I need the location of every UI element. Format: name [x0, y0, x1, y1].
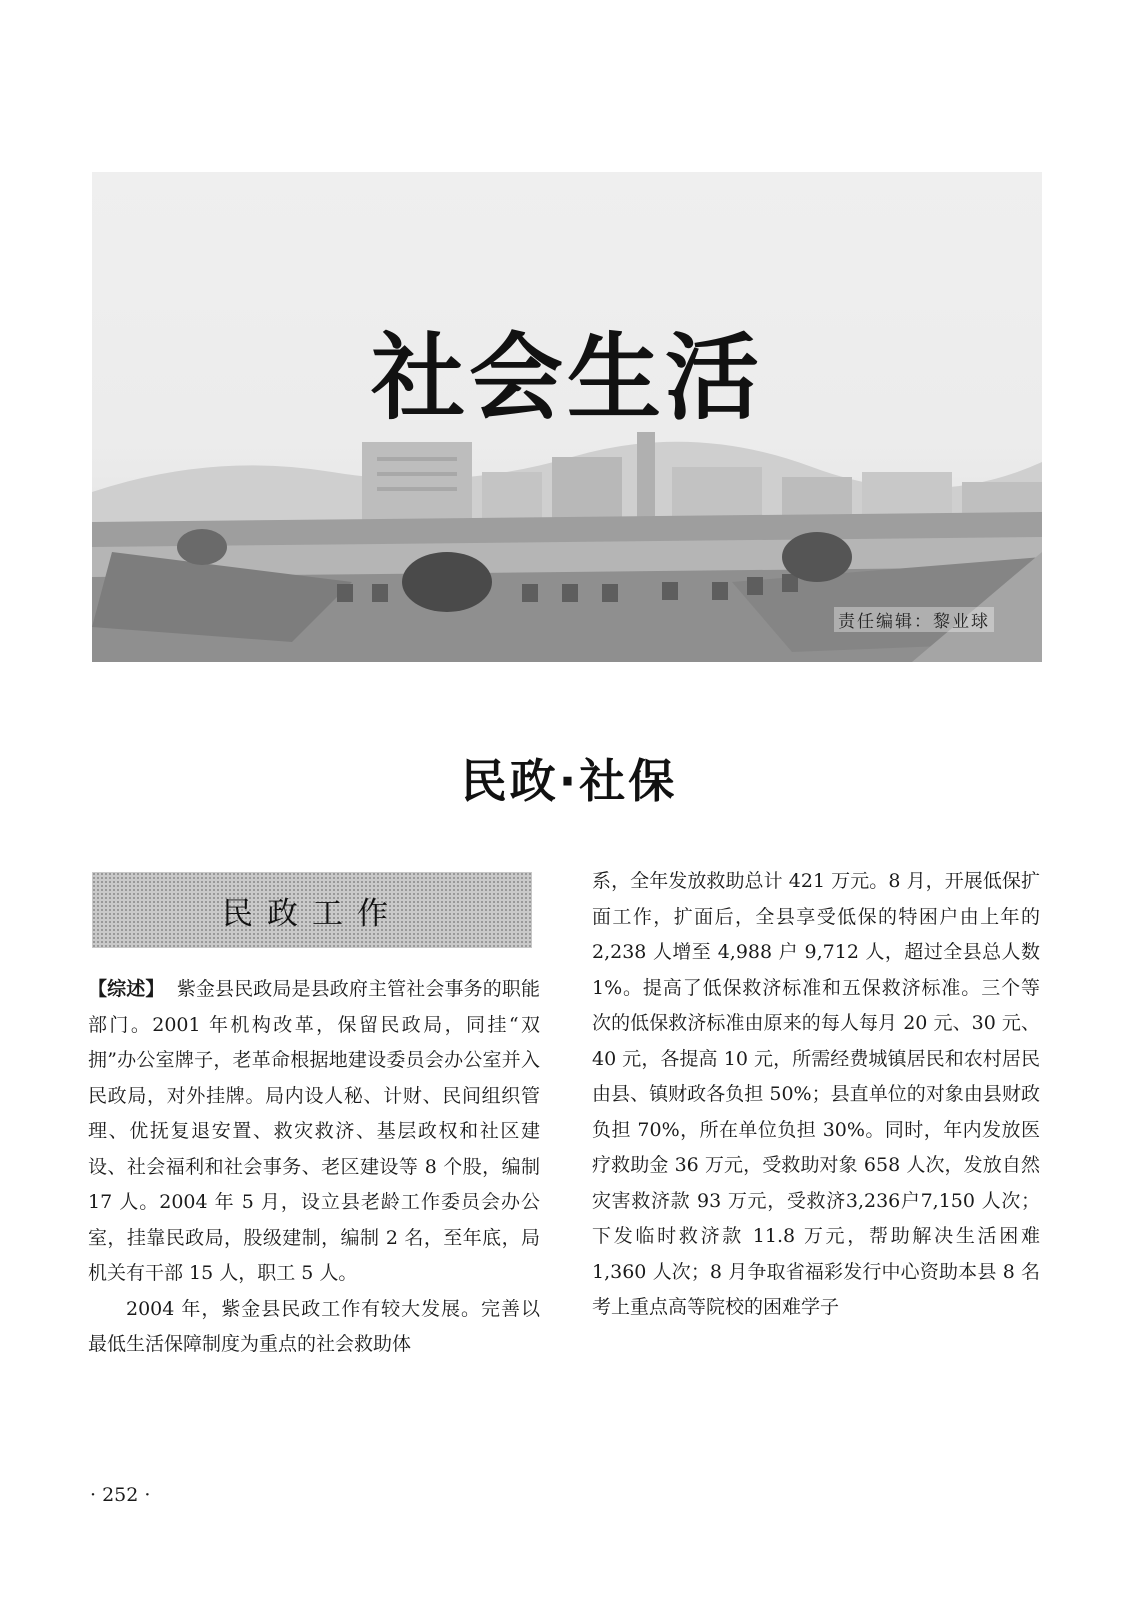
overview-label: 【综述】: [88, 978, 165, 1000]
banner-photo: [92, 172, 1042, 662]
left-column: [88, 972, 540, 1363]
page-number: · 252 ·: [90, 1484, 151, 1506]
relief-paragraph: 系，全年发放救助总计 421 万元。8 月，开展低保扩面工作，扩面后，全县享受低保的特困户由上年的 2,238 人增至 4,988 户 9,712 人，超过全县总人数 1%。提高了低保救济标准和五保救济标准。三个等次的低保救济标准由原来的每人每月 20 元、30 元、40 元，各提高 10 元，所需经费城镇居民和农村居民由县、镇财政各负担 50%；县直单位的对象由县财政负担 70%，所在单位负担 30%。同时，年内发放医疗救助金 36 万元，受救助对象 658 人次，发放自然灾害救济款 93 万元，受救济3,236户7,150 人次；下发临时救济款 11.8 万元，帮助解决生活困难 1,360 人次；8 月争取省福彩发行中心资助本县 8 名考上重点高等院校的困难学子: [592, 870, 1040, 1318]
subheading-box: [92, 872, 532, 948]
annual-summary-paragraph: 2004 年，紫金县民政工作有较大发展。完善以最低生活保障制度为重点的社会救助体: [88, 1297, 540, 1355]
overview-text: 紫金县民政局是县政府主管社会事务的职能部门。2001 年机构改革，保留民政局，同挂“双拥”办公室牌子，老革命根据地建设委员会办公室并入民政局，对外挂牌。局内设人秘、计财、民间组织管理、优抚复退安置、救灾救济、基层政权和社区建设、社会福利和社会事务、老区建设等 8 个股，编制 17 人。2004 年 5 月，设立县老龄工作委员会办公室，挂靠民政局，股级建制，编制 2 名，至年底，局机关有干部 15 人，职工 5 人。: [88, 978, 540, 1284]
subheading-text: 民政工作: [222, 895, 402, 932]
banner-title: 社会生活: [370, 324, 763, 433]
editor-credit: 责任编辑：黎业球: [834, 607, 994, 632]
right-column: [592, 864, 1040, 1326]
section-heading: 民政·社保: [460, 754, 678, 808]
overview-paragraph: [88, 972, 540, 1292]
